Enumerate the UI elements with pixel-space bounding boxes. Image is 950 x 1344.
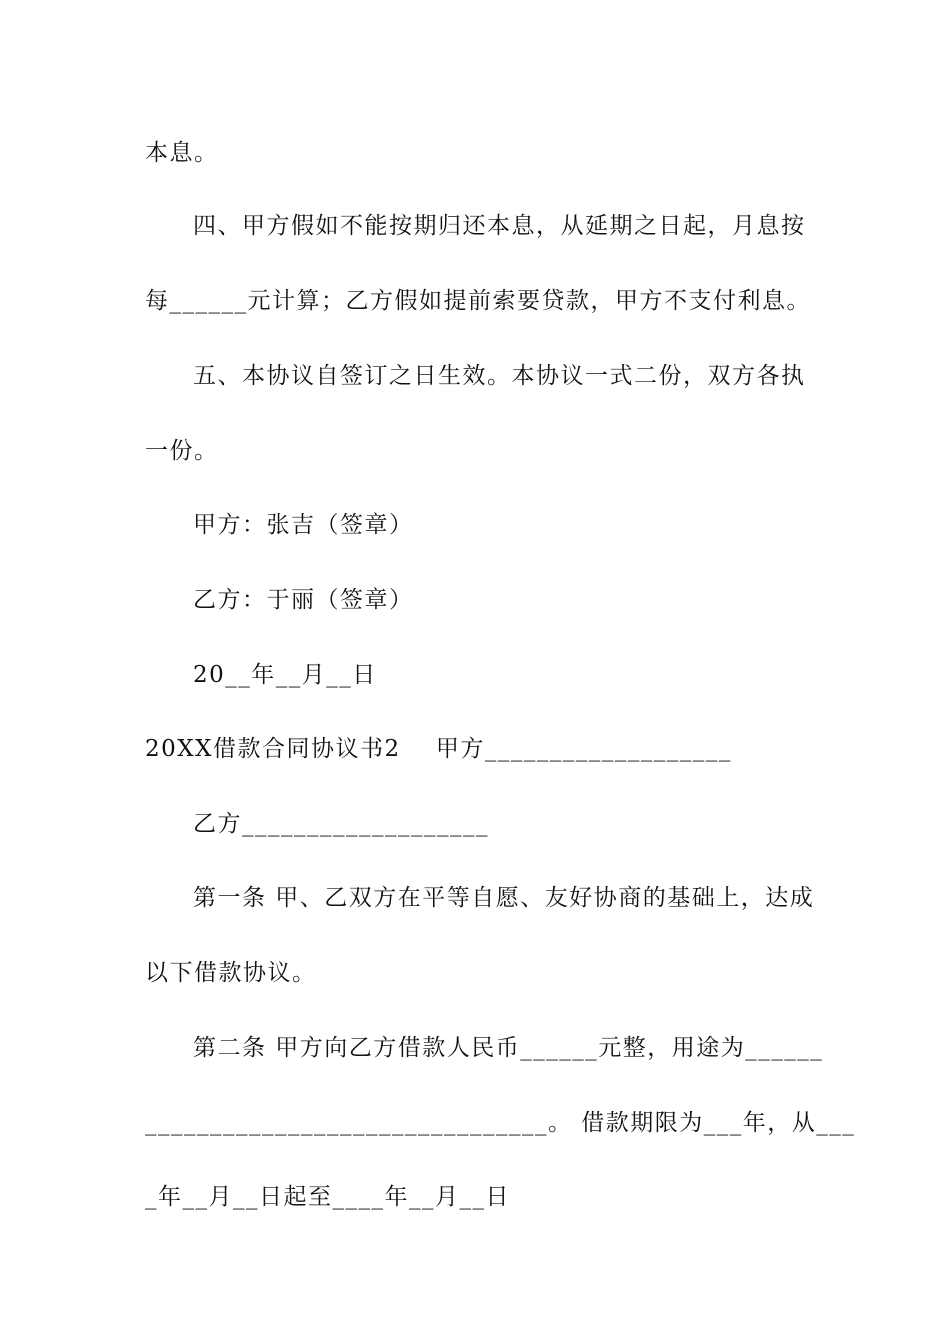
article-two-line-3: _年__月__日起至____年__月__日 [145, 1184, 510, 1210]
clause-five-line-2: 一份。 [145, 438, 219, 464]
article-two-line-1: 第二条 甲方向乙方借款人民币______元整，用途为______ [193, 1035, 824, 1061]
party-b-field: 乙方___________________ [193, 811, 489, 837]
clause-four-line-2: 每______元计算；乙方假如提前索要贷款，甲方不支付利息。 [145, 288, 811, 314]
party-a-signature: 甲方：张吉（签章） [193, 512, 414, 538]
text-line-continuation: 本息。 [145, 140, 219, 166]
article-two-line-2: _______________________________。 借款期限为___年，从___ [145, 1110, 856, 1136]
article-one-line-2: 以下借款协议。 [145, 960, 317, 986]
signing-date: 20__年__月__日 [193, 662, 377, 688]
contract-title-party-a: 20XX借款合同协议书2 甲方___________________ [145, 736, 732, 762]
clause-five-line-1: 五、本协议自签订之日生效。本协议一式二份，双方各执 [193, 363, 806, 389]
clause-four-line-1: 四、甲方假如不能按期归还本息，从延期之日起，月息按 [193, 213, 806, 239]
article-one-line-1: 第一条 甲、乙双方在平等自愿、友好协商的基础上，达成 [193, 885, 815, 911]
party-b-signature: 乙方：于丽（签章） [193, 587, 414, 613]
